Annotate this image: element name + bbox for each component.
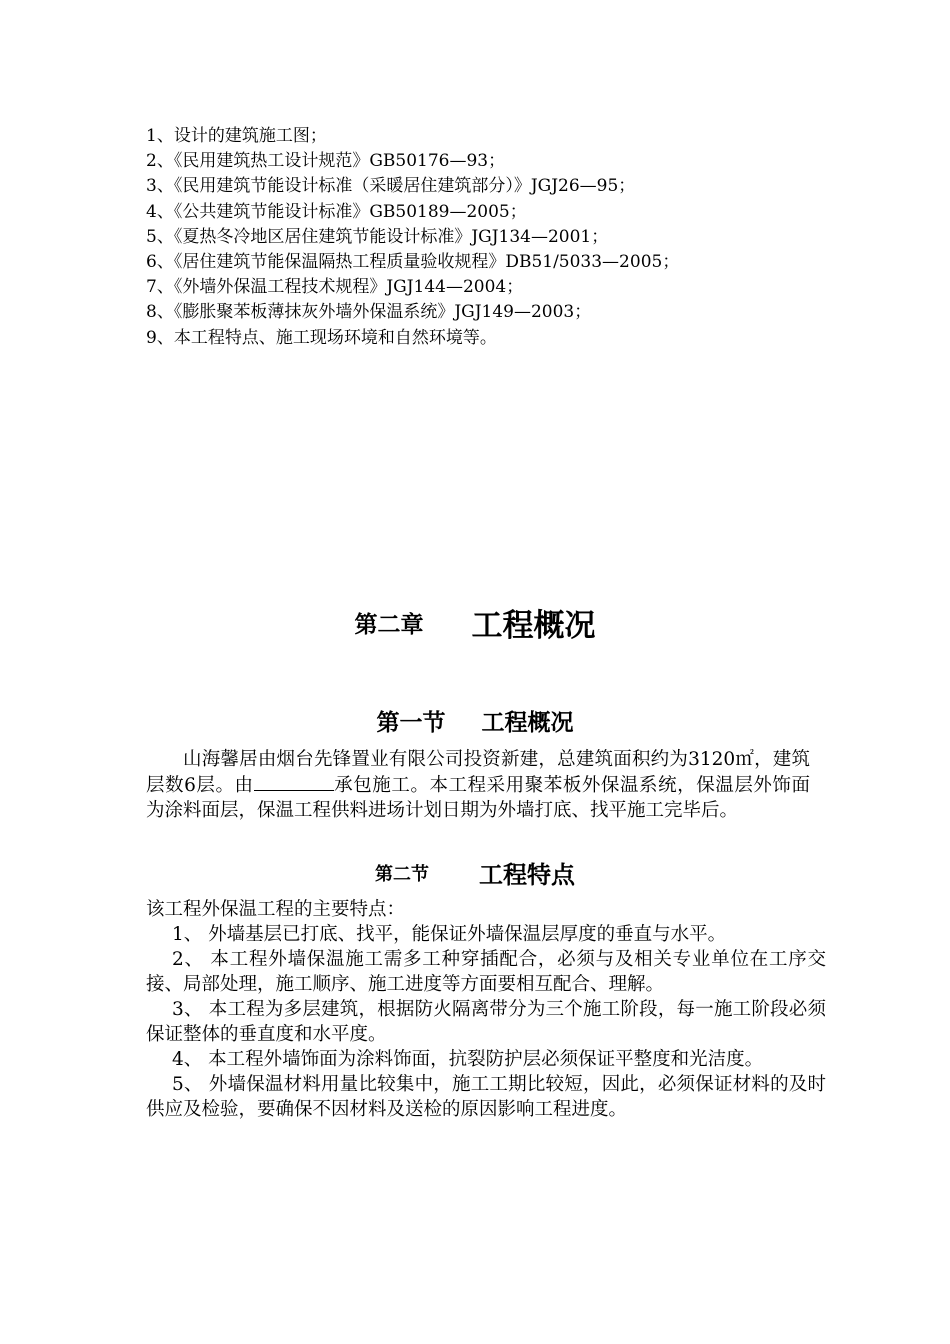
reference-item: 9、本工程特点、施工现场环境和自然环境等。 [146, 327, 497, 348]
reference-item: 1、设计的建筑施工图； [146, 126, 327, 146]
feature-item: 3、 本工程为多层建筑，根据防火隔离带分为三个施工阶段，每一施工阶段必须保证整体的垂直度和水平度。 [146, 999, 826, 1045]
section-title: 工程特点 [479, 861, 575, 889]
reference-item: 8、《膨胀聚苯板薄抹灰外墙外保温系统》JGJ149—2003； [146, 302, 592, 323]
section-number: 第一节 [376, 710, 446, 736]
chapter-heading [0, 600, 950, 645]
feature-item: 4、 本工程外墙饰面为涂料饰面，抗裂防护层必须保证平整度和光洁度。 [172, 1049, 764, 1070]
feature-item: 2、 本工程外墙保温施工需多工种穿插配合，必须与及相关专业单位在工序交接、局部处理，施工顺序、施工进度等方面要相互配合、理解。 [146, 949, 826, 995]
section-number: 第二节 [375, 863, 429, 885]
feature-list [146, 922, 826, 1122]
reference-item: 2、《民用建筑热工设计规范》GB50176—93； [146, 151, 506, 172]
reference-list [146, 124, 846, 351]
chapter-number: 第二章 [354, 612, 424, 638]
section-heading-2 [0, 855, 950, 890]
reference-item: 5、《夏热冬冷地区居住建筑节能设计标准》JGJ134—2001； [146, 226, 609, 247]
reference-item: 7、《外墙外保温工程技术规程》JGJ144—2004； [146, 277, 524, 298]
overview-text-part1: 山海馨居由烟台先锋置业有限公司投资新建，总建筑面积约为3120㎡，建筑层数6层。由 [146, 749, 810, 796]
overview-paragraph [146, 747, 810, 823]
reference-item: 4、《公共建筑节能设计标准》GB50189—2005； [146, 201, 527, 222]
section-title: 工程概况 [481, 710, 574, 736]
section-heading-1 [0, 704, 950, 737]
chapter-title: 工程概况 [471, 608, 596, 644]
feature-item: 1、 外墙基层已打底、找平，能保证外墙保温层厚度的垂直与水平。 [172, 924, 727, 945]
features-intro: 该工程外保温工程的主要特点： [146, 899, 406, 920]
contractor-blank [254, 772, 334, 791]
overview-text-part2: 承包施工。本工程采用聚苯板外保温系统，保温层外饰面为涂料面层，保温工程供料进场计划日期为外墙打底、找平施工完毕后。 [146, 775, 810, 821]
feature-item: 5、 外墙保温材料用量比较集中，施工工期比较短，因此，必须保证材料的及时供应及检验，要确保不因材料及送检的原因影响工程进度。 [146, 1074, 826, 1120]
reference-item: 3、《民用建筑节能设计标准（采暖居住建筑部分）》JGJ26—95； [146, 176, 636, 197]
reference-item: 6、《居住建筑节能保温隔热工程质量验收规程》DB51/5033—2005； [146, 252, 680, 273]
